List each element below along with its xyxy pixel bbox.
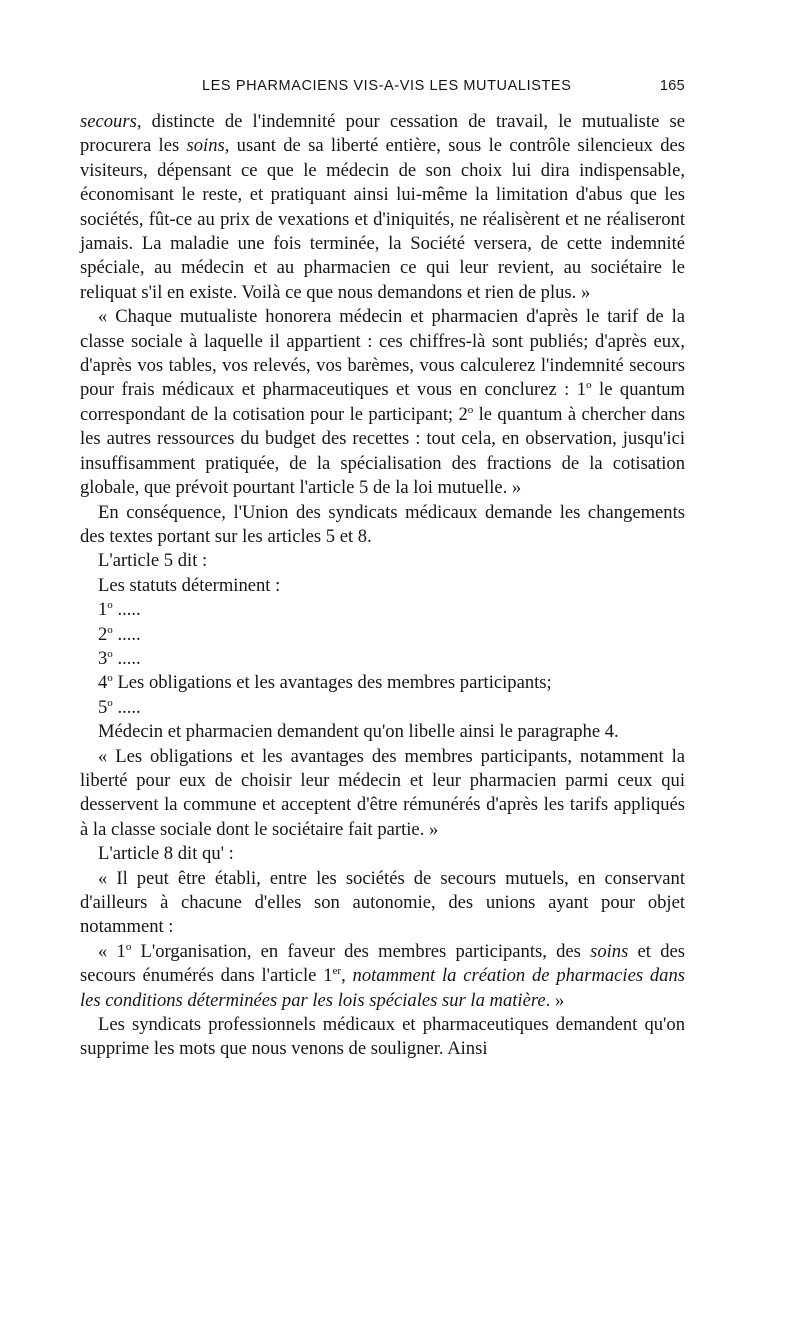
list-item — [80, 598, 685, 622]
text-run: . » — [545, 989, 565, 1011]
paragraph-5: Les statuts déterminent : — [98, 574, 281, 596]
paragraph-9: « Il peut être établi, entre les sociétés de secours mutuels, en conservant d'ailleurs à chacune d'elles son autonomie, des unions ayant pour objet notamment : — [80, 867, 685, 938]
text-run: et des secours énumérés dans l'article 1 — [80, 940, 685, 987]
running-title: LES PHARMACIENS VIS-A-VIS LES MUTUALISTES — [202, 78, 572, 94]
superscript: o — [107, 623, 113, 636]
page-body — [80, 110, 685, 1062]
item-number: 1 — [98, 599, 108, 621]
superscript: o — [107, 672, 113, 685]
text-run: le quantum à chercher dans les autres ressources du budget des recettes : tout cela, en observation, jusqu'ici insuffisamment pratiquée, de la spécialisation des fractions de la cotisation globale, que prévoit pourtant l'article 5 de la loi mutuelle. » — [80, 403, 685, 499]
item-number: 5 — [98, 696, 108, 718]
superscript: o — [586, 379, 592, 392]
paragraph-2 — [80, 305, 685, 500]
superscript: o — [125, 940, 132, 953]
text-run: , usant de sa liberté entière, sous le contrôle silencieux des visiteurs, dépensant ce que le médecin de son choix lui dira indispensable, économisant le reste, et pratiquant ainsi lui-même la limitation d'abus que les sociétés, fût-ce au prix de vexations et d'iniquités, ne réalisèrent et ne réaliseront jamais. La maladie une fois terminée, la Société versera, de cette indemnité spéciale, au médecin et au pharmacien ce qui leur revient, au sociétaire le reliquat s'il en existe. Voilà ce que nous demandons et rien de plus. » — [80, 135, 685, 303]
page-number: 165 — [659, 78, 685, 94]
superscript: o — [467, 403, 474, 416]
paragraph-1 — [80, 110, 685, 305]
item-text: ..... — [112, 623, 141, 645]
text-run: , — [341, 965, 353, 987]
list-item — [80, 671, 685, 695]
italic-word: soins — [186, 135, 225, 157]
running-header — [80, 78, 685, 102]
text-run: le quantum correspondant de la cotisation pour le participant; 2 — [80, 379, 685, 425]
text-run: « 1 — [98, 940, 126, 962]
item-text: ..... — [112, 599, 141, 621]
superscript: o — [107, 598, 113, 611]
list-item — [80, 647, 685, 671]
text-run: , distincte de l'indemnité pour cessation de travail, le mutualiste se procurera les — [80, 111, 685, 157]
italic-passage: notamment la création de pharmacies dans les conditions déterminées par les lois spéciales sur la matière — [80, 965, 685, 1011]
text-run: « Chaque mutualiste honorera médecin et pharmacien d'après le tarif de la classe sociale à laquelle il appartient : ces chiffres-là sont publiés; d'après eux, d'après vos tables, vos relevés, vos barèmes, vous calculerez l'indemnité secours pour frais médicaux et pharmaceutiques et vous en conclurez : 1 — [80, 306, 685, 401]
item-number: 3 — [98, 647, 108, 669]
item-text: Les obligations et les avantages des membres participants; — [112, 672, 552, 694]
paragraph-4: L'article 5 dit : — [98, 550, 208, 572]
item-text: ..... — [112, 647, 141, 669]
paragraph-11: Les syndicats professionnels médicaux et pharmaceutiques demandent qu'on supprime les mots que nous venons de souligner. Ainsi — [80, 1014, 685, 1060]
paragraph-3: En conséquence, l'Union des syndicats médicaux demande les changements des textes portant sur les articles 5 et 8. — [80, 501, 685, 547]
list-item — [80, 623, 685, 647]
item-text: ..... — [112, 696, 141, 718]
paragraph-8: L'article 8 dit qu' : — [98, 843, 234, 865]
item-number: 4 — [98, 672, 108, 694]
superscript: o — [107, 696, 113, 709]
italic-word: soins — [590, 940, 629, 962]
item-number: 2 — [98, 623, 108, 645]
paragraph-6: Médecin et pharmacien demandent qu'on libelle ainsi le paragraphe 4. — [98, 721, 619, 743]
paragraph-10 — [80, 940, 685, 1013]
list-item — [80, 696, 685, 720]
superscript: er — [332, 965, 342, 978]
paragraph-7: « Les obligations et les avantages des membres participants, notamment la liberté pour eux de choisir leur médecin et leur pharmacien parmi ceux qui desservent la commune et acceptent d'être rémunérés d'après les tarifs appliqués à la classe sociale dont le sociétaire fait partie. » — [80, 745, 685, 840]
text-run: L'organisation, en faveur des membres participants, des — [131, 940, 591, 962]
italic-word: secours — [80, 111, 137, 132]
superscript: o — [107, 647, 113, 660]
